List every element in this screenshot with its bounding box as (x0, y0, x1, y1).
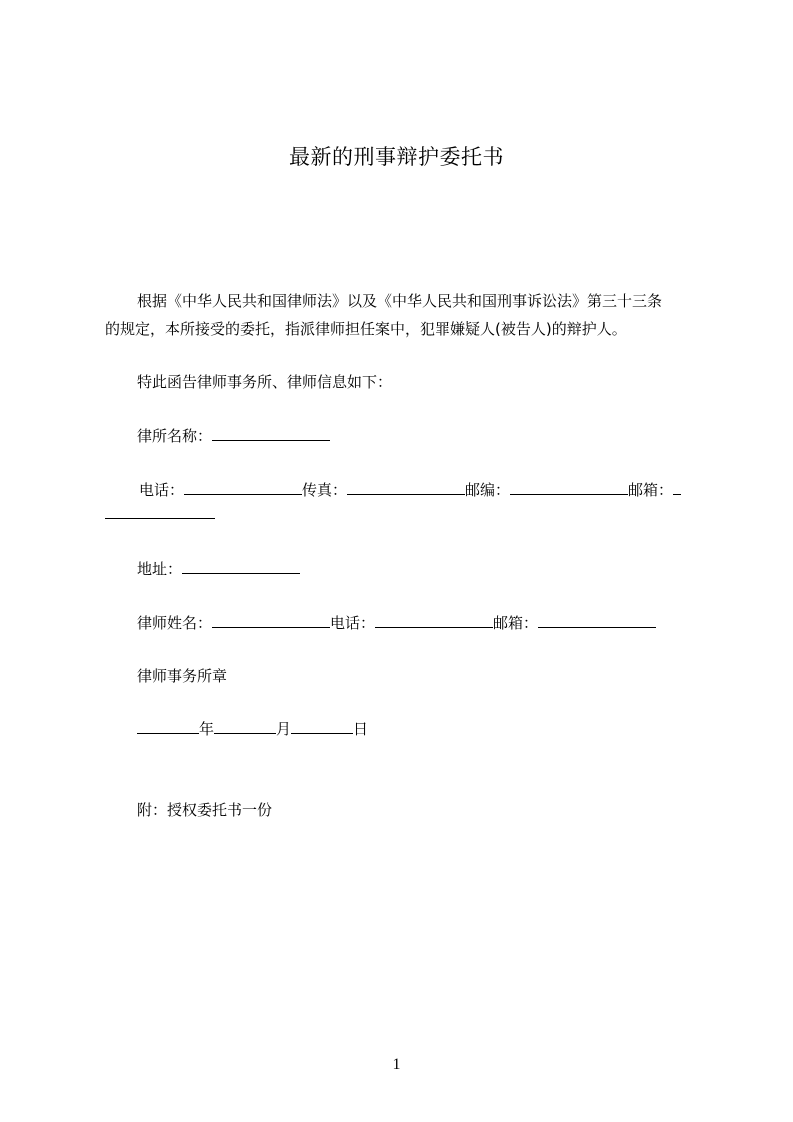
date-row (137, 718, 368, 740)
month-blank (214, 718, 276, 734)
firm-name-row (137, 425, 330, 447)
address-blank (182, 558, 300, 574)
lawyer-name-label: 律师姓名： (137, 614, 213, 632)
email-blank-start (673, 479, 681, 495)
year-label: 年 (199, 720, 215, 738)
day-label: 日 (353, 720, 369, 738)
phone-label: 电话： (139, 481, 185, 499)
page-number: 1 (392, 1056, 401, 1073)
firm-name-blank (212, 425, 330, 441)
document-title: 最新的刑事辩护委托书 (289, 145, 504, 169)
paragraph-1-line-1: 根据《中华人民共和国律师法》以及《中华人民共和国刑事诉讼法》第三十三条 (137, 292, 663, 310)
month-label: 月 (276, 720, 292, 738)
paragraph-1-line-2: 的规定，本所接受的委托，指派律师担任案中，犯罪嫌疑人(被告人)的辩护人。 (105, 320, 627, 338)
year-blank (137, 718, 199, 734)
email-label: 邮箱： (628, 481, 674, 499)
phone-blank (184, 479, 302, 495)
lawyer-email-blank (538, 612, 656, 628)
lawyer-phone-label: 电话： (330, 614, 376, 632)
seal-label: 律师事务所章 (137, 667, 228, 685)
fax-label: 传真： (302, 481, 348, 499)
address-label: 地址： (137, 560, 183, 578)
day-blank (291, 718, 353, 734)
fax-blank (347, 479, 465, 495)
attachment-note: 附：授权委托书一份 (137, 801, 273, 819)
lawyer-phone-blank (375, 612, 493, 628)
firm-name-label: 律所名称： (137, 427, 213, 445)
notice-text: 特此函告律师事务所、律师信息如下： (137, 373, 393, 391)
lawyer-name-blank (212, 612, 330, 628)
email-blank-end (105, 503, 215, 519)
contact-row-continuation (105, 503, 215, 525)
contact-row (139, 479, 681, 501)
lawyer-email-label: 邮箱： (493, 614, 539, 632)
address-row (137, 558, 300, 580)
lawyer-row (137, 612, 656, 634)
postcode-blank (510, 479, 628, 495)
postcode-label: 邮编： (465, 481, 511, 499)
